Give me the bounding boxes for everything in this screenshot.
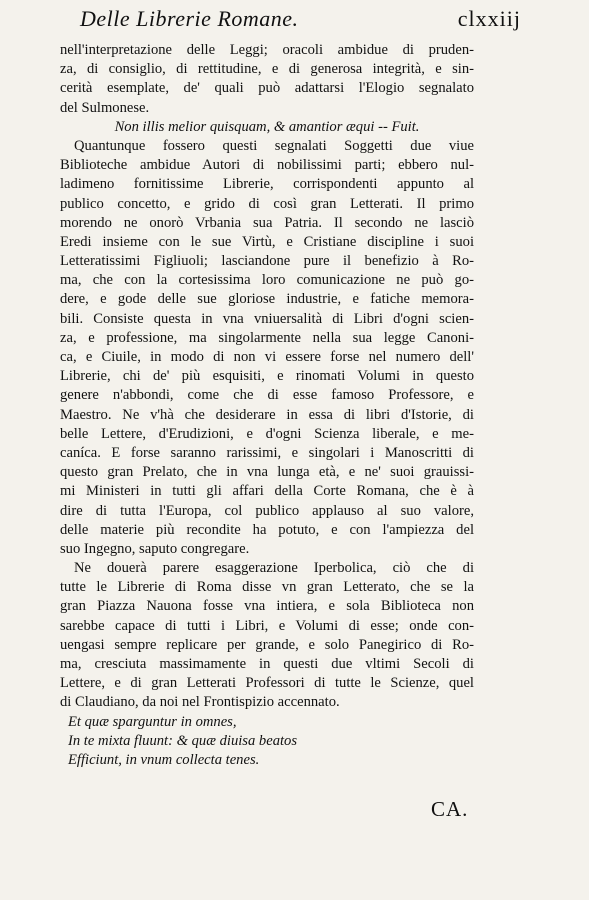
text-line: Et quæ sparguntur in omnes, [68,713,237,730]
text-line: za, e professione, ma singolarmente nella sua legge Canoni- [60,329,474,346]
text-line: Efficiunt, in vnum collecta tenes. [68,751,260,768]
text-line: sarebbe capace di tutti i Libri, e Volumi di esse; onde con- [60,617,474,634]
text-line: tutte le Librerie di Roma disse vn gran Letterato, che se la [60,579,474,596]
text-line: dire di tutta l'Europa, col publico applauso al suo valore, [60,502,474,519]
page-number: clxxiij [457,6,521,31]
text-line: genere n'abbondi, come che di esse famoso Professore, e [60,387,474,404]
catchword: CA. [431,797,469,821]
text-line: cerità esemplate, de' quali può adattarsi l'Elogio segnalato [60,80,474,97]
text-line: In te mixta fluunt: & quæ diuisa beatos [68,732,298,749]
text-line: Letteratissimi Figliuoli; lasciandone pure il benefizio à Ro- [60,253,474,270]
text-line: ladimeno fornitissime Librerie, corrispondenti appunto al [60,176,474,193]
text-line: Quantunque fossero questi segnalati Soggetti due viue [74,137,474,154]
text-line: questo gran Prelato, che in vna lunga età, e ne' suoi grauissi- [60,464,474,481]
text-line: Biblioteche ambidue Autori di nobilissimi parti; ebbero nul- [60,157,474,174]
text-line: Eredi insieme con le sue Virtù, e Cristiane discipline i suoi [60,233,474,250]
text-line: Ne douerà parere esaggerazione Iperbolica, ciò che di [74,560,474,577]
text-line: delle materie più recondite ha potuto, e con l'ampiezza del [60,521,474,538]
text-line: ma, cresciuta massimamente in questi due vltimi Secoli di [60,656,474,672]
text-line: ma, che con la cortesissima loro comunicazione ne può go- [60,272,474,289]
page-header [80,6,521,32]
text-line: mi Ministeri in tutti gli affari della Corte Romana, che è à [60,483,474,500]
running-title: Delle Librerie Romane. [80,6,299,31]
text-line: bili. Consiste questa in vna vniuersalità di Libri d'ogni scien- [60,310,474,327]
text-line: del Sulmonese. [60,99,150,116]
text-line: Non illis melior quisquam, & amantior æqui -- Fuit. [114,118,420,135]
text-line: uengasi sempre replicare per grande, e solo Panegirico di Ro- [60,636,474,653]
body-text [60,41,474,770]
text-line: publico concetto, e grido di così gran Letterati. Il primo [60,195,474,212]
text-line: Lettere, e di gran Letterati Professori di tutte le Scienze, quel [60,675,474,692]
text-line: belle Lettere, d'Erudizioni, e d'ogni Scienza liberale, e me- [60,425,474,442]
text-line: Librerie, chi de' più esquisiti, e rinomati Volumi in questo [60,368,474,385]
text-line: di Claudiano, da noi nel Frontispizio accennato. [60,694,340,711]
text-line: dere, e gode delle sue gloriose industrie, e fatiche memora- [60,291,474,308]
text-line: caníca. E forse saranno rarissimi, e singolari i Manoscritti di [60,444,474,461]
text-line: nell'interpretazione delle Leggi; oracoli ambidue di pruden- [60,42,474,58]
text-line: morendo ne onorò Vrbania sua Patria. Il secondo ne lasciò [60,214,474,231]
text-line: ca, e Ciuile, in modo di non vi essere forse nel numero dell' [60,349,474,365]
text-line: za, di consiglio, di rettitudine, e di generosa integrità, e sin- [60,61,474,78]
text-line: Maestro. Ne v'hà che desiderare in essa di libri d'Istorie, di [60,406,474,423]
text-line: gran Piazza Nauona fosse vna intiera, e sola Biblioteca non [60,598,474,615]
text-line: suo Ingegno, saputo congregare. [60,540,250,557]
